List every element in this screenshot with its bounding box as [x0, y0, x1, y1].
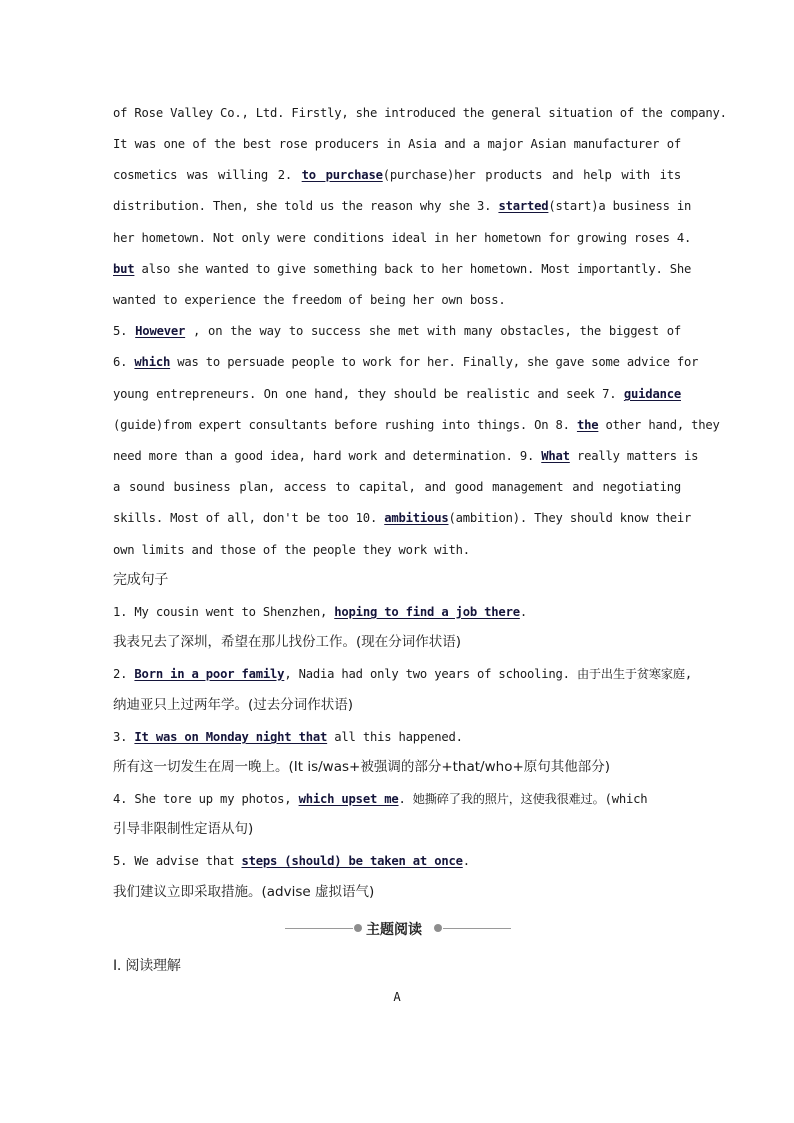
passage-line-14: skills. Most of all, don't be too 10. ambitious(ambition). They should know their — [113, 511, 692, 525]
section-heading-complete-sentences: 完成句子 — [113, 572, 169, 588]
sentence-4: 4. She tore up my photos, which upset me. 她撕碎了我的照片，这使我很难过。(which — [113, 792, 648, 806]
sentence-5: 5. We advise that steps (should) be taken at once. — [113, 854, 470, 868]
passage-line-12: need more than a good idea, hard work and determination. 9. What really matters is — [113, 449, 699, 463]
sentence-2-answer: Born in a poor family — [134, 667, 285, 681]
passage-line-8: 5. However , on the way to success she met with many obstacles, the biggest of — [113, 324, 681, 338]
passage-line-9: 6. which was to persuade people to work for her. Finally, she gave some advice for — [113, 355, 699, 369]
answer-9: What — [541, 449, 570, 463]
sentence-1: 1. My cousin went to Shenzhen, hoping to find a job there. — [113, 605, 527, 619]
sentence-4-translation: 引导非限制性定语从句) — [113, 821, 254, 837]
passage-line-3: cosmetics was willing 2. to purchase(purchase)her products and help with its — [113, 168, 682, 182]
divider-title: 主题阅读 — [366, 922, 422, 938]
sentence-5-answer: steps (should) be taken at once — [241, 854, 463, 868]
sentence-5-translation: 我们建议立即采取措施。(advise 虚拟语气) — [113, 884, 375, 900]
topic-reading-divider — [285, 918, 511, 940]
sentence-2: 2. Born in a poor family, Nadia had only two years of schooling. 由于出生于贫寒家庭, — [113, 667, 692, 681]
answer-4: but — [113, 262, 135, 276]
answer-2: to purchase — [301, 168, 383, 182]
passage-line-11: (guide)from expert consultants before rushing into things. On 8. the other hand, they — [113, 418, 720, 432]
section-heading-reading: Ⅰ. 阅读理解 — [113, 958, 181, 974]
answer-8: the — [576, 418, 599, 432]
passage-line-15: own limits and those of the people they work with. — [113, 543, 470, 557]
passage-line-2: It was one of the best rose producers in Asia and a major Asian manufacturer of — [113, 137, 681, 151]
divider-dot-left — [354, 924, 362, 932]
answer-5: However — [135, 324, 186, 338]
answer-6: which — [134, 355, 171, 369]
sentence-3: 3. It was on Monday night that all this happened. — [113, 730, 463, 744]
passage-label: A — [393, 990, 401, 1004]
passage-line-13: a sound business plan, access to capital, and good management and negotiating — [113, 480, 681, 494]
divider-dot-right — [434, 924, 442, 932]
answer-10: ambitious — [384, 511, 449, 525]
answer-3: started — [498, 199, 549, 213]
sentence-2-translation: 纳迪亚只上过两年学。(过去分词作状语) — [113, 697, 354, 713]
passage-line-6: but also she wanted to give something back to her hometown. Most importantly. She — [113, 262, 692, 276]
passage-line-10: young entrepreneurs. On one hand, they should be realistic and seek 7. guidance — [113, 387, 681, 401]
sentence-4-answer: which upset me — [298, 792, 399, 806]
sentence-3-translation: 所有这一切发生在周一晚上。(It is/was+被强调的部分+that/who+原句其他部分) — [113, 759, 611, 775]
passage-line-5: her hometown. Not only were conditions ideal in her hometown for growing roses 4. — [113, 231, 692, 245]
passage-line-7: wanted to experience the freedom of being her own boss. — [113, 293, 506, 307]
sentence-3-answer: It was on Monday night that — [134, 730, 328, 744]
divider-rule-right — [443, 928, 511, 929]
passage-line-4: distribution. Then, she told us the reason why she 3. started(start)a business in — [113, 199, 692, 213]
sentence-1-translation: 我表兄去了深圳，希望在那儿找份工作。(现在分词作状语) — [113, 634, 462, 650]
answer-7: guidance — [623, 387, 681, 401]
passage-line-1: of Rose Valley Co., Ltd. Firstly, she introduced the general situation of the company. — [113, 106, 727, 120]
divider-rule-left — [285, 928, 353, 929]
sentence-1-answer: hoping to find a job there — [334, 605, 520, 619]
